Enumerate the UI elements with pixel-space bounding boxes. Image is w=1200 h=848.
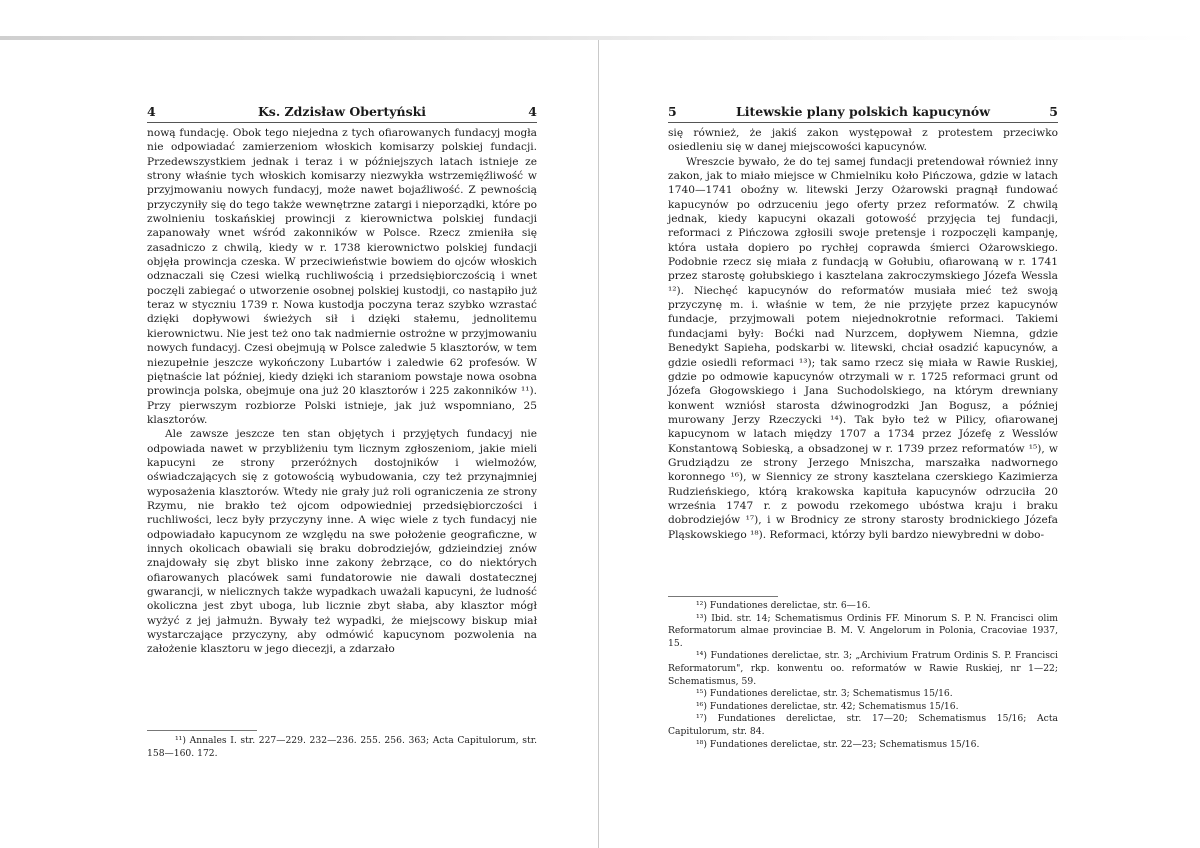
left-footnote-rule bbox=[147, 730, 257, 731]
left-paragraph-1: nową fundację. Obok tego niejedna z tych ofiarowanych fundacyj mogła nie odpowiadać zamierzeniom włoskich komisarzy polskiej fundacji. Przedewszystkiem jednak i teraz i w późniejszych latach istnieje ze strony właśnie tych włoskich komisarzy niezwykła wstrzemięźliwość w przyjmowaniu nowych fundacyj, może nawet bojaźliwość. Z pewnością przyczyniły się do tego także wewnętrzne zatargi i nieporządki, które po zwolnieniu toskańskiej prowincji z kierownictwa polskiej fundacji zapanowały wnet wśród zakonników w Polsce. Rzecz zmieniła się zasadniczo z chwilą, kiedy w r. 1738 kierownictwo polskiej fundacji objęła prowincja czeska. W przeciwieństwie bowiem do ojców włoskich odznaczali się Czesi wielką ruchliwością i przedsiębiorczością i wnet poczęli zabiegać o utworzenie osobnej polskiej kustodji, co nastąpiło już teraz w styczniu 1739 r. Nowa kustodja poczyna teraz szybko wzrastać dzięki dopływowi świeżych sił i dzięki stałemu, jednolitemu kierownictwu. Nie jest też ono tak nadmiernie ostrożne w przyjmowaniu nowych fundacyj. Czesi obejmują w Polsce zaledwie 5 klasztorów, w tem niezupełnie jeszcze wykończony Lubartów i zaledwie 62 profesów. W piętnaście lat później, kiedy dzięki ich staraniom powstaje nowa osobna prowincja polska, obejmuje ona już 20 klasztorów i 225 zakonników ¹¹). Przy pierwszym rozbiorze Polski istnieje, jak już wspomniano, 25 klasztorów. bbox=[147, 127, 537, 426]
left-page-number-outer: 4 bbox=[147, 104, 156, 119]
book-gutter bbox=[598, 40, 599, 848]
left-page-number-inner: 4 bbox=[528, 104, 537, 119]
right-paragraph-2: Wreszcie bywało, że do tej samej fundacji pretendował również inny zakon, jak to miało miejsce w Chmielniku koło Pińczowa, gdzie w latach 1740—1741 oboźny w. litewski Jerzy Ożarowski pragnął fundować kapucynów po odrzuceniu jego oferty przez reformatów. Z chwilą jednak, kiedy kapucyni okazali gotowość przyjęcia tej fundacji, reformaci z Pińczowa zgłosili swoje pretensje i rozpoczęli kampanję, która ustała dopiero po rychłej coprawda śmierci Ożarowskiego. Podobnie rzecz się miała z fundacją w Gołubiu, ofiarowaną w r. 1741 przez starostę gołubskiego i kasztelana zakroczymskiego Józefa Wessla ¹²). Niechęć kapucynów do reformatów musiała mieć też swoją przyczynę m. i. właśnie w tem, że nie przyjęte przez kapucynów fundacje, przyjmowali potem niejednokrotnie reformaci. Takiemi fundacjami były: Boćki nad Nurzcem, dopływem Niemna, gdzie Benedykt Sapieha, podskarbi w. litewski, chciał osadzić kapucynów, a gdzie osiedli reformaci ¹³); tak samo rzecz się miała w Rawie Ruskiej, gdzie po odmowie kapucynów otrzymali w r. 1725 reformaci grunt od Józefa Głogowskiego i Jana Suchodolskiego, na którym drewniany konwent wzniósł starosta dźwinogrodzki Jan Bogusz, a później murowany Jerzy Rzeczycki ¹⁴). Tak było też w Pilicy, ofiarowanej kapucynom w latach między 1707 a 1734 przez Józefę z Wesslów Konstantową Sobieską, a obsadzonej w r. 1739 przez reformatów ¹⁵), w Grudziądzu ze strony Jerzego Mniszcha, marszałka nadwornego koronnego ¹⁶), w Siennicy ze strony kasztelana czerskiego Kazimierza Rudzieńskiego, którą krakowska kapituła kapucynów odrzuciła 20 września 1747 r. z powodu rzekomego ubóstwa kraju i braku dobrodziejów ¹⁷), i w Brodnicy ze strony starosty brodnickiego Józefa Pląskowskiego ¹⁸). Reformaci, którzy byli bardzo niewybredni w dobo- bbox=[668, 155, 1058, 541]
footnote-13: ¹³) Ibid. str. 14; Schematismus Ordinis FF. Minorum S. P. N. Francisci olim Reformatorum almae provinciae B. M. V. Angelorum in Polonia, Cracoviae 1937, 15. bbox=[668, 612, 1058, 649]
right-page-number-inner: 5 bbox=[1049, 104, 1058, 119]
left-body-text bbox=[147, 126, 537, 657]
right-footnotes bbox=[668, 600, 1058, 751]
right-page-number-outer: 5 bbox=[668, 104, 677, 119]
right-body-text bbox=[668, 126, 1058, 542]
scan-edge-shadow bbox=[0, 36, 1200, 40]
right-paragraph-1: się również, że jakiś zakon występował z protestem przeciwko osiedleniu się w danej miejscowości kapucynów. bbox=[668, 127, 1058, 154]
left-running-head bbox=[147, 104, 537, 123]
footnote-14: ¹⁴) Fundationes derelictae, str. 3; „Archivium Fratrum Ordinis S. P. Francisci Reformatorum", rkp. konwentu oo. reformatów w Rawie Ruskiej, nr 1—22; Schematismus, 59. bbox=[668, 650, 1058, 687]
right-running-head bbox=[668, 104, 1058, 123]
footnote-18: ¹⁸) Fundationes derelictae, str. 22—23; Schematismus 15/16. bbox=[696, 738, 980, 750]
footnote-16: ¹⁶) Fundationes derelictae, str. 42; Schematismus 15/16. bbox=[696, 700, 959, 712]
footnote-15: ¹⁵) Fundationes derelictae, str. 3; Schematismus 15/16. bbox=[696, 688, 953, 700]
footnote-12: ¹²) Fundationes derelictae, str. 6—16. bbox=[696, 600, 871, 611]
right-footnote-rule bbox=[668, 596, 778, 597]
left-running-title: Ks. Zdzisław Obertyński bbox=[257, 104, 427, 119]
footnote-11: ¹¹) Annales I. str. 227—229. 232—236. 255. 256. 363; Acta Capitulorum, str. 158—160. 172. bbox=[147, 735, 537, 759]
right-running-title: Litewskie plany polskich kapucynów bbox=[735, 104, 991, 119]
left-paragraph-2: Ale zawsze jeszcze ten stan objętych i przyjętych fundacyj nie odpowiada nawet w przybliżeniu tym licznym zgłoszeniom, jakie mieli kapucyni ze strony przeróżnych dostojników i wielmożów, oświadczających się z gotowością wybudowania, czy też przynajmniej wyposażenia klasztorów. Wtedy nie grały już roli ograniczenia ze strony Rzymu, nie brakło też ojcom odpowiedniej przedsiębiorczości i ruchliwości, lecz były przyczyny inne. A więc wiele z tych fundacyj nie odpowiadało kapucynom ze względu na swe położenie geograficzne, w innych okolicach obawiali się braku dobrodziejów, gdzieindziej znów znajdowały się zbyt blisko inne zakony żebrzące, co do niektórych ofiarowanych placówek sami fundatorowie nie dawali dostatecznej gwarancji, w nielicznych także wypadkach uważali kapucyni, że ludność okoliczna jest zbyt uboga, lub licznie zbyt słaba, aby klasztor mógł wyżyć z jej jałmużn. Bywały też wypadki, że miejscowy biskup miał wystarczające przyczyny, aby odmówić kapucynom pozwolenia na założenie klasztoru w jego diecezji, a zdarzało bbox=[147, 428, 537, 656]
left-footnotes bbox=[147, 735, 537, 760]
footnote-17: ¹⁷) Fundationes derelictae, str. 17—20; Schematismus 15/16; Acta Capitulorum, str. 84. bbox=[668, 713, 1058, 737]
